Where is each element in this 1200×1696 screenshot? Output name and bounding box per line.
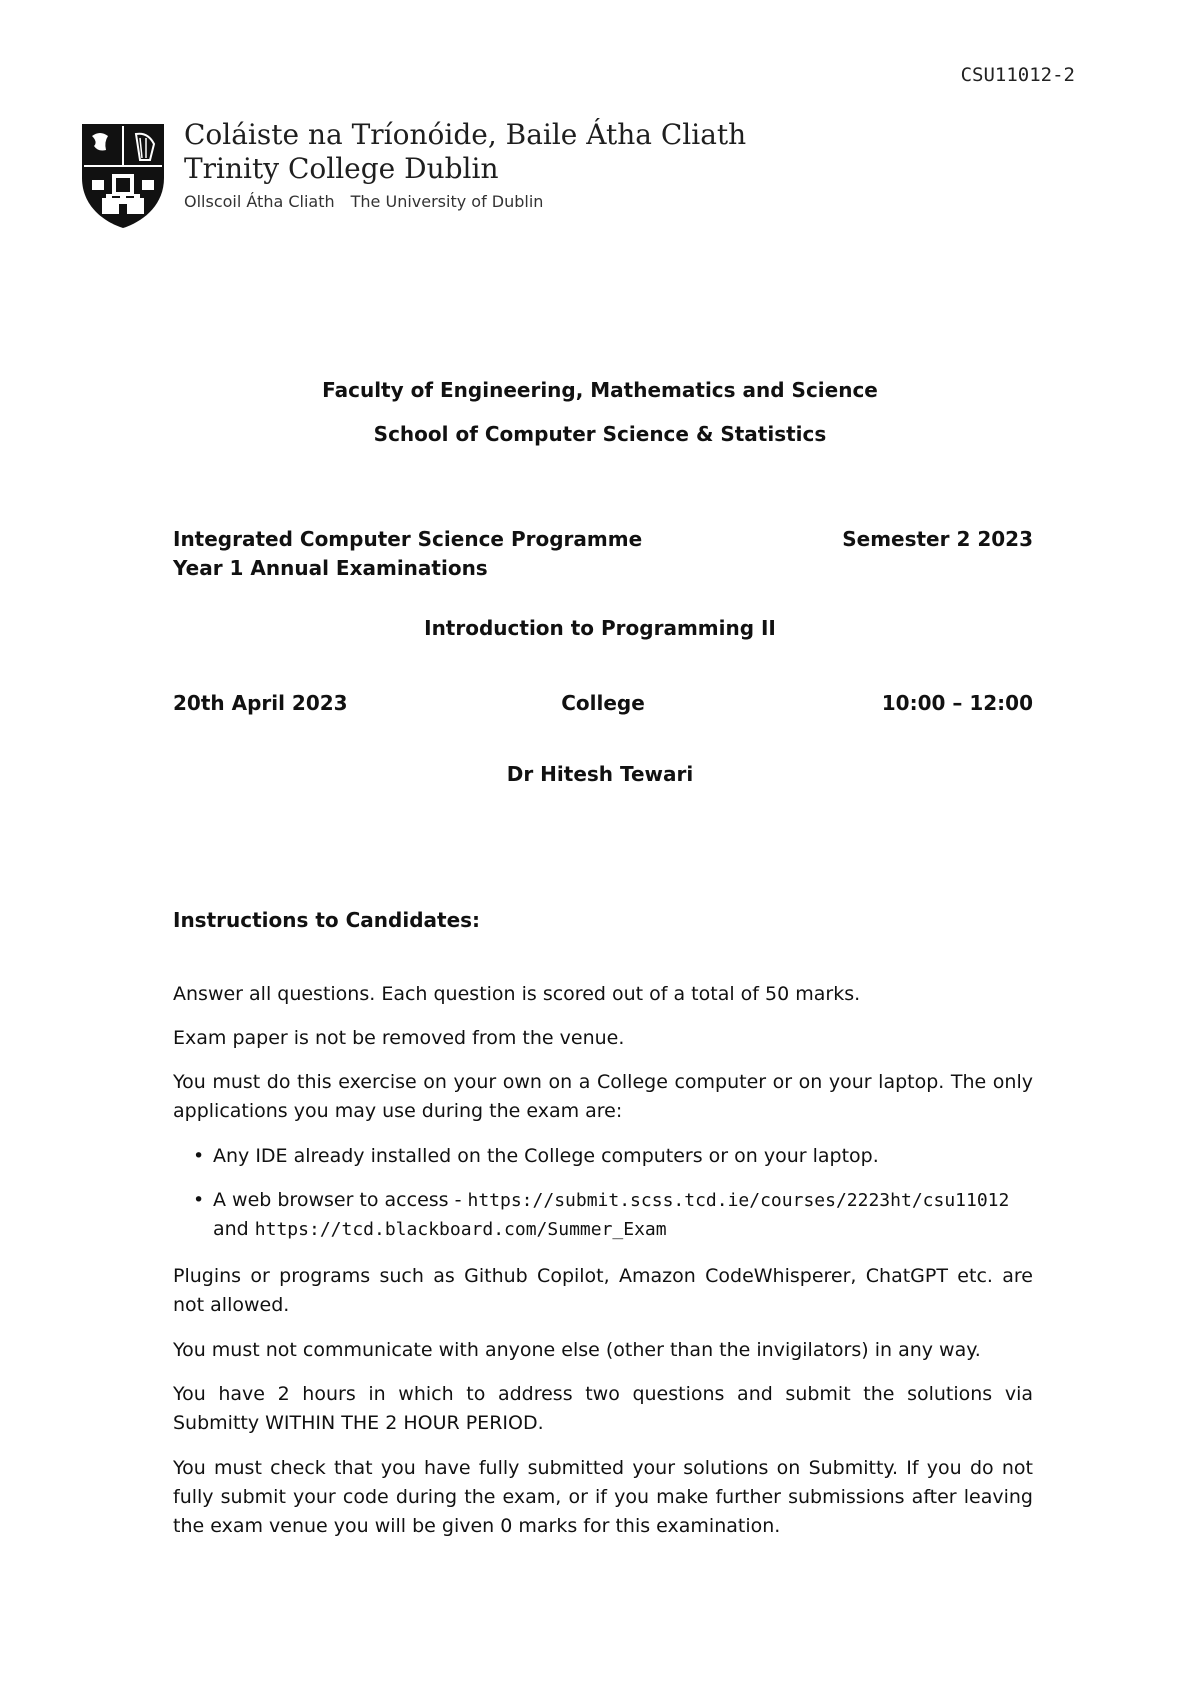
page-reference: CSU11012-2 — [960, 64, 1075, 86]
university-subtitle-irish: Ollscoil Átha Cliath — [184, 192, 335, 211]
instruction-paragraph: You must not communicate with anyone else (other than the invigilators) in any way. — [173, 1339, 981, 1361]
programme-name: Integrated Computer Science Programme — [173, 527, 643, 551]
instructions-heading: Instructions to Candidates: — [173, 908, 481, 932]
year-row — [173, 556, 1033, 580]
instruction-paragraph: You must check that you have fully submitted your solutions on Submitty. If you do not fully submit your code during the exam, or if you make further submissions after leaving the exam venue you will be given 0 marks for this examination. — [173, 1457, 1033, 1537]
instruction-paragraph: You have 2 hours in which to address two questions and submit the solutions via Submitty WITHIN THE 2 HOUR PERIOD. — [173, 1383, 1033, 1434]
exam-time: 10:00 – 12:00 — [881, 691, 1033, 715]
blackboard-url-link[interactable]: https://tcd.blackboard.com/Summer_Exam — [254, 1219, 667, 1240]
module-title: Introduction to Programming II — [424, 616, 776, 640]
examiner-name: Dr Hitesh Tewari — [506, 762, 694, 786]
exam-venue: College — [561, 691, 645, 715]
exam-details-row — [173, 691, 1033, 715]
faculty-title: Faculty of Engineering, Mathematics and Science — [322, 378, 878, 402]
instruction-paragraph: Plugins or programs such as Github Copilot, Amazon CodeWhisperer, ChatGPT etc. are not allowed. — [173, 1265, 1033, 1316]
university-name-english: Trinity College Dublin — [184, 152, 499, 185]
instruction-paragraph: Answer all questions. Each question is scored out of a total of 50 marks. — [173, 983, 861, 1005]
university-name-irish: Coláiste na Tríonóide, Baile Átha Cliath — [184, 118, 747, 151]
instruction-paragraph: You must do this exercise on your own on a College computer or on your laptop. The only applications you may use during the exam are: — [173, 1071, 1033, 1122]
instruction-paragraph: Exam paper is not be removed from the venue. — [173, 1027, 625, 1049]
list-item — [193, 1186, 1033, 1244]
year-label: Year 1 Annual Examinations — [173, 556, 488, 580]
list-item — [193, 1142, 1033, 1171]
bullet-icon: • — [193, 1145, 205, 1167]
submit-url-link[interactable]: https://submit.scss.tcd.ie/courses/2223ht/csu11012 — [467, 1190, 1010, 1211]
semester-label: Semester 2 2023 — [842, 527, 1033, 551]
university-subtitle-english: The University of Dublin — [350, 192, 544, 211]
university-subtitle — [184, 192, 543, 211]
list-item-text: and — [213, 1218, 255, 1240]
programme-row — [173, 527, 1033, 551]
school-title: School of Computer Science & Statistics — [373, 422, 827, 446]
crest-icon — [80, 122, 166, 230]
university-logo — [80, 118, 747, 230]
exam-date: 20th April 2023 — [173, 691, 348, 715]
list-item-text: Any IDE already installed on the College computers or on your laptop. — [213, 1145, 879, 1167]
bullet-icon: • — [193, 1189, 205, 1211]
list-item-text: A web browser to access - — [213, 1189, 468, 1211]
